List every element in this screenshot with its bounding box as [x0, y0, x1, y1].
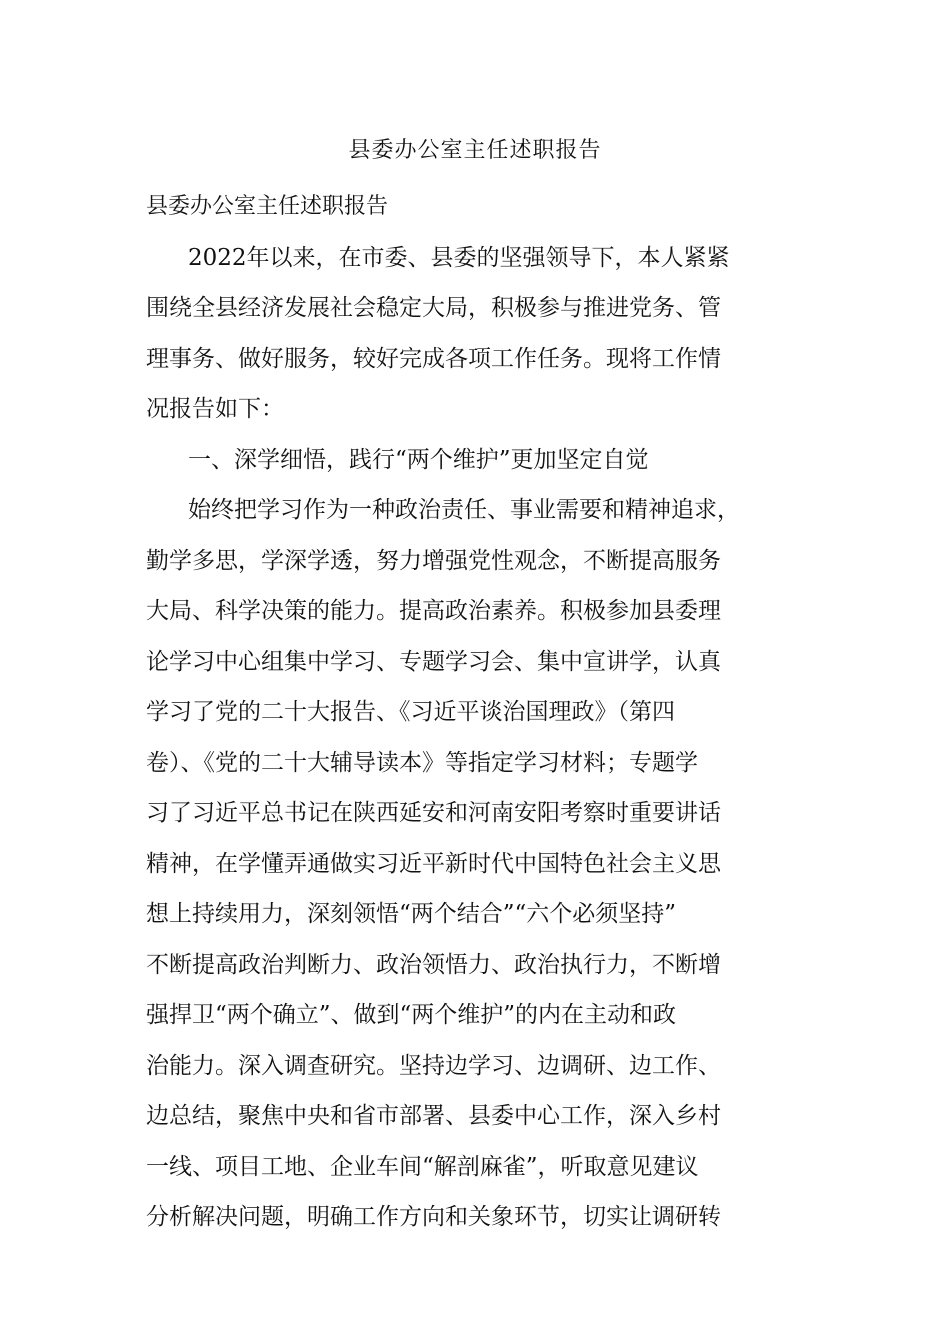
paragraph-line: 治能力。深入调查研究。坚持边学习、边调研、边工作、: [146, 1052, 721, 1079]
paragraph-line: 卷）、《党的二十大辅导读本》等指定学习材料；专题学: [146, 749, 698, 776]
document-subtitle: 县委办公室主任述职报告: [146, 194, 389, 219]
paragraph-line: 况报告如下：: [146, 396, 284, 422]
paragraph-line: 论学习中心组集中学习、专题学习会、集中宣讲学，认真: [146, 648, 721, 675]
paragraph-line: 一线、项目工地、企业车间“解剖麻雀”，听取意见建议: [146, 1153, 699, 1180]
paragraph-line: 想上持续用力，深刻领悟“两个结合”“六个必须坚持”: [146, 901, 677, 927]
paragraph-line: 学习了党的二十大报告、《习近平谈治国理政》（第四: [146, 699, 675, 725]
paragraph-line: 边总结，聚焦中央和省市部署、县委中心工作，深入乡村: [146, 1103, 721, 1129]
paragraph-line: 理事务、做好服务，较好完成各项工作任务。现将工作情: [146, 345, 721, 372]
paragraph-line: 强捍卫“两个确立”、做到“两个维护”的内在主动和政: [146, 1002, 677, 1028]
paragraph-line: 习了习近平总书记在陕西延安和河南安阳考察时重要讲话: [146, 800, 721, 826]
paragraph-line: 2022年以来，在市委、县委的坚强领导下，本人紧紧: [188, 244, 730, 271]
paragraph-line: 大局、科学决策的能力。提高政治素养。积极参加县委理: [146, 598, 721, 624]
paragraph-line: 不断提高政治判断力、政治领悟力、政治执行力，不断增: [146, 951, 721, 978]
paragraph-line: 勤学多思，学深学透，努力增强党性观念，不断提高服务: [146, 547, 721, 574]
paragraph-line: 分析解决问题，明确工作方向和关象环节，切实让调研转: [146, 1204, 721, 1230]
paragraph-line: 始终把学习作为一种政治责任、事业需要和精神追求，: [188, 497, 740, 523]
paragraph-line: 围绕全县经济发展社会稳定大局，积极参与推进党务、管: [146, 295, 721, 321]
paragraph-line: 精神，在学懂弄通做实习近平新时代中国特色社会主义思: [146, 850, 721, 877]
document-title: 县委办公室主任述职报告: [348, 138, 602, 163]
section-heading: 一、深学细悟，践行“两个维护”更加坚定自觉: [188, 446, 649, 473]
document-body: [146, 182, 810, 1243]
